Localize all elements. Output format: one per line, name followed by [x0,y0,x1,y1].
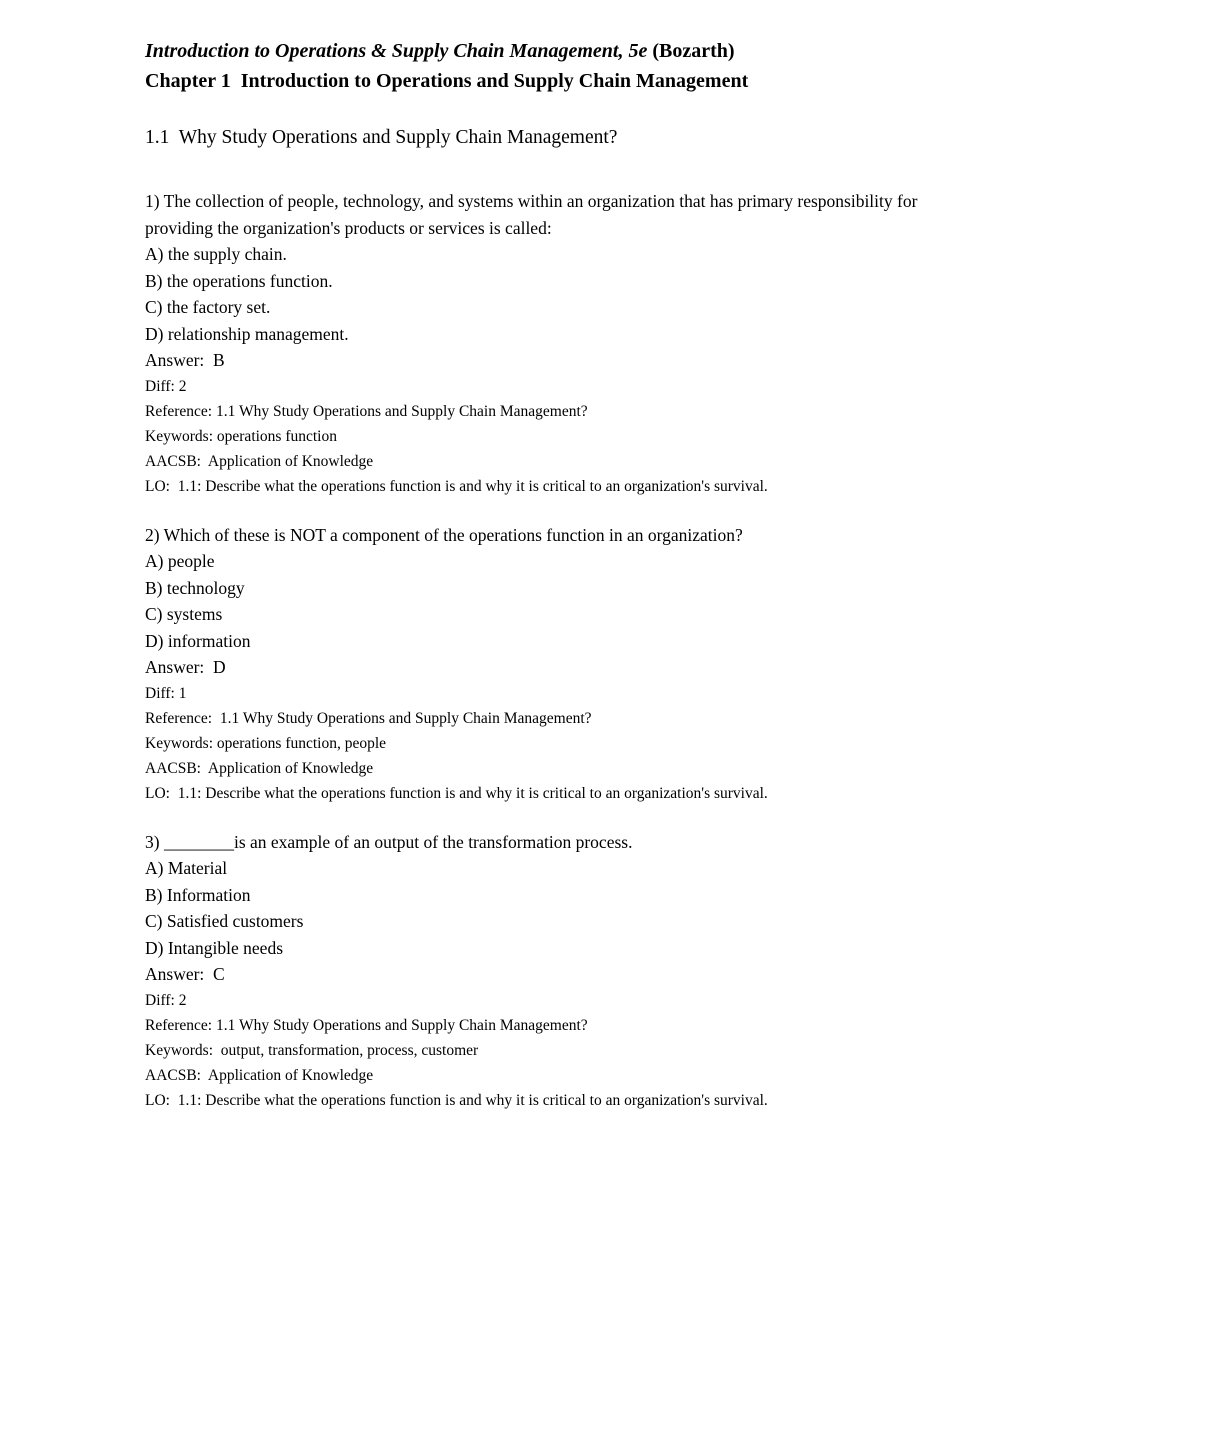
option-a: A) the supply chain. [145,244,287,264]
question-stem: 3) ________is an example of an output of the transformation process. [145,831,633,852]
option-b: B) the operations function. [145,270,333,291]
keywords-line: Keywords: output, transformation, process, customer [145,1041,479,1059]
option-d: D) relationship management. [145,323,349,344]
book-author: (Bozarth) [647,40,735,62]
question-block-3 [145,829,945,1113]
answer-line: Answer: B [145,350,225,370]
lo-line: LO: 1.1: Describe what the operations function is and why it is critical to an organization's survival. [145,477,768,495]
aacsb-line: AACSB: Application of Knowledge [145,452,374,470]
question-block-1 [145,188,945,499]
option-c: C) Satisfied customers [145,911,304,931]
book-title-line [145,36,1224,66]
aacsb-line: AACSB: Application of Knowledge [145,759,374,777]
reference-line: Reference: 1.1 Why Study Operations and Supply Chain Management? [145,1016,588,1034]
aacsb-line: AACSB: Application of Knowledge [145,1066,374,1084]
question-stem: 2) Which of these is NOT a component of the operations function in an organization? [145,524,743,545]
keywords-line: Keywords: operations function, people [145,734,387,752]
lo-line: LO: 1.1: Describe what the operations function is and why it is critical to an organization's survival. [145,784,768,802]
question-block-2 [145,522,945,806]
lo-line: LO: 1.1: Describe what the operations function is and why it is critical to an organization's survival. [145,1091,768,1109]
reference-line: Reference: 1.1 Why Study Operations and Supply Chain Management? [145,402,588,420]
option-a: A) people [145,551,215,571]
option-c: C) systems [145,604,223,624]
option-a: A) Material [145,858,228,878]
option-c: C) the factory set. [145,297,271,317]
answer-line: Answer: C [145,964,225,984]
reference-line: Reference: 1.1 Why Study Operations and Supply Chain Management? [145,709,592,727]
diff-line: Diff: 2 [145,991,187,1009]
section-title: 1.1 Why Study Operations and Supply Chain Management? [145,127,618,148]
question-stem: 1) The collection of people, technology, and systems within an organization that has primary responsibility for providing the organization's products or services is called: [145,191,922,238]
diff-line: Diff: 1 [145,684,187,702]
diff-line: Diff: 2 [145,377,187,395]
book-title: Introduction to Operations & Supply Chain Management, 5e [145,40,648,62]
option-b: B) Information [145,884,251,905]
chapter-title: Chapter 1 Introduction to Operations and Supply Chain Management [145,70,749,92]
document-header [145,36,1224,96]
option-d: D) information [145,630,251,651]
option-d: D) Intangible needs [145,937,284,958]
option-b: B) technology [145,577,245,598]
keywords-line: Keywords: operations function [145,427,337,445]
answer-line: Answer: D [145,657,226,677]
